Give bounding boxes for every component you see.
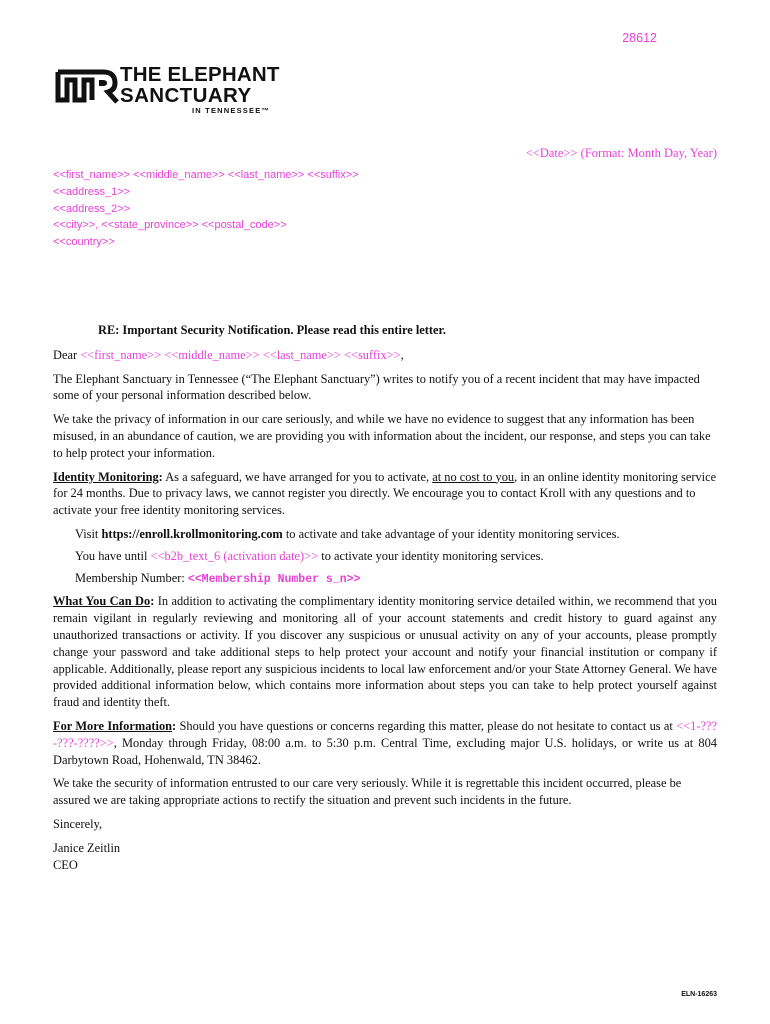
job-id: 28612 xyxy=(622,31,657,45)
more-info-text-a: Should you have questions or concerns regarding this matter, please do not hesitate to contact us at xyxy=(176,718,677,733)
re-line: RE: Important Security Notification. Please read this entire letter. xyxy=(98,323,447,337)
more-information-colon: : xyxy=(172,718,177,733)
identity-text-a: As a safeguard, we have arranged for you to activate, xyxy=(162,469,433,484)
privacy-paragraph: We take the privacy of information in our care seriously, and while we have no evidence to suggest that any information has been misused, in an abundance of caution, we are providing you with information about the incident, our response, and steps you can take to help protect your information. xyxy=(53,412,711,460)
elephant-logo-icon xyxy=(55,66,121,104)
recipient-address-2: <<address_2>> xyxy=(53,202,131,215)
footer-code: ELN-16263 xyxy=(681,991,717,998)
signer-title: CEO xyxy=(53,857,78,872)
logo-line-2: SANCTUARY xyxy=(120,84,252,107)
deadline-suffix: to activate your identity monitoring services. xyxy=(318,548,544,563)
what-you-can-do-text: In addition to activating the complimentary identity monitoring service detailed within, we recommend that you remain vigilant in regularly reviewing and monitoring all of your account statements and credit history to guard against any unauthorized transactions or activity. If you discover any suspicious or unusual activity on any of your accounts, please promptly change your password and take additional steps to help protect your account and notify your financial institution or company if applicable. Additionally, please report any suspicious incidents to local law enforcement and/or your State Attorney General. We have provided additional information below, which contains more information about steps you can take to help protect yourself against fraud and identity theft. xyxy=(53,594,717,710)
salutation-prefix: Dear xyxy=(53,347,78,362)
what-you-can-do-colon: : xyxy=(150,594,155,609)
identity-heading-colon: : xyxy=(158,469,163,484)
letter-body xyxy=(53,322,717,873)
what-you-can-do-paragraph xyxy=(53,593,717,711)
deadline-prefix: You have until xyxy=(75,548,151,563)
intro-paragraph: The Elephant Sanctuary in Tennessee (“The Elephant Sanctuary”) writes to notify you of a recent incident that may have impacted some of your personal information described below. xyxy=(53,371,700,403)
identity-text-b: , in an online identity monitoring service for 24 months. Due to privacy laws, we cannot register you directly. We encourage you to contact Kroll with any questions and to activate your free identity monitoring services. xyxy=(53,469,717,518)
salutation xyxy=(53,347,717,364)
visit-line xyxy=(75,526,717,543)
recipient-address xyxy=(53,167,359,251)
membership-label: Membership Number: xyxy=(75,570,188,585)
recipient-country: <<country>> xyxy=(53,236,115,249)
logo-line-1: THE ELEPHANT xyxy=(120,63,280,86)
what-you-can-do-heading: What You Can Do xyxy=(53,594,151,609)
visit-prefix: Visit xyxy=(75,526,102,541)
salutation-comma: , xyxy=(400,347,404,362)
recipient-city-line: <<city>>, <<state_province>> <<postal_code>> xyxy=(53,219,287,232)
sanctuary-logo xyxy=(55,64,311,118)
recipient-name-line: <<first_name>> <<middle_name>> <<last_name>> <<suffix>> xyxy=(53,169,359,181)
more-info-text-b: , Monday through Friday, 08:00 a.m. to 5:30 p.m. Central Time, excluding major U.S. holidays, or write us at 804 Darbytown Road, Hohenwald, TN 38462. xyxy=(53,735,717,767)
closing-paragraph: We take the security of information entrusted to our care very seriously. While it is regrettable this incident occurred, please be assured we are taking appropriate actions to rectify the situation and prevent such incidents in the future. xyxy=(53,776,682,808)
no-cost-text: at no cost to you xyxy=(432,469,515,484)
signer-name: Janice Zeitlin xyxy=(53,840,121,855)
identity-monitoring-paragraph xyxy=(53,469,717,519)
visit-suffix: to activate and take advantage of your identity monitoring services. xyxy=(282,526,620,541)
identity-monitoring-heading: Identity Monitoring xyxy=(53,469,159,484)
membership-number-placeholder: <<Membership Number s_n>> xyxy=(187,572,361,586)
more-information-heading: For More Information xyxy=(53,718,173,733)
salutation-name: <<first_name>> <<middle_name>> <<last_name>> <<suffix>> xyxy=(80,347,401,362)
phone-placeholder: <<1-???-???-????>> xyxy=(53,718,717,750)
enrollment-link[interactable]: https://enroll.krollmonitoring.com xyxy=(101,526,283,541)
recipient-address-1: <<address_1>> xyxy=(53,185,131,198)
activation-deadline-line xyxy=(75,548,717,565)
membership-number-line xyxy=(75,570,717,589)
date-placeholder: <<Date>> (Format: Month Day, Year) xyxy=(525,146,717,160)
logo-line-3: IN TENNESSEE™ xyxy=(192,106,271,115)
sign-off: Sincerely, xyxy=(53,816,103,831)
activation-date-placeholder: <<b2b_text_6 (activation date)>> xyxy=(150,548,319,563)
more-information-paragraph xyxy=(53,718,717,768)
